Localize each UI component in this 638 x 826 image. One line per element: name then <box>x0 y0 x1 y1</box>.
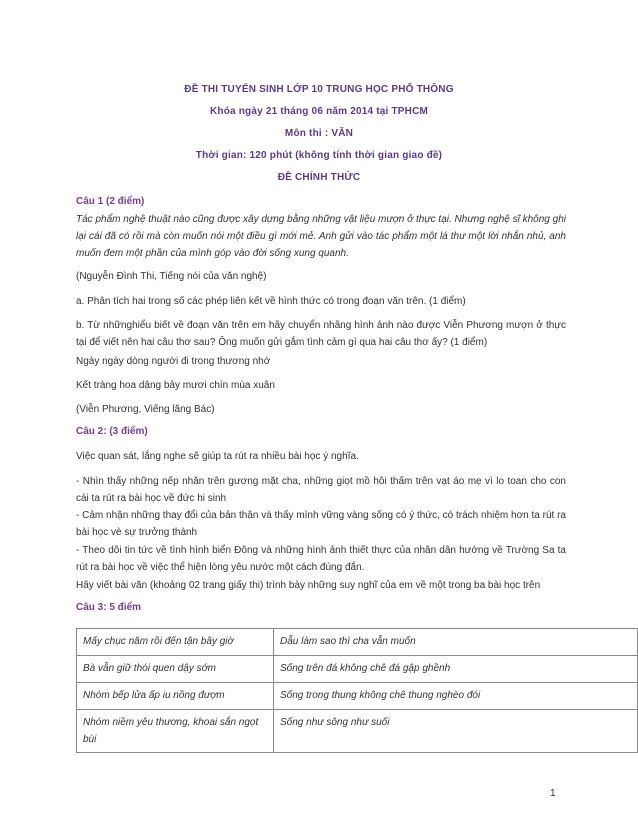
question-1-source: (Nguyễn Đình Thi, Tiếng nói của văn nghệ) <box>76 271 267 282</box>
question-2-task: Hãy viết bài văn (khoảng 02 trang giấy thi) trình bày những suy nghĩ của em về một trong ba bài học trên <box>76 580 541 591</box>
verse-source: (Viễn Phương, Viếng lăng Bác) <box>76 404 215 415</box>
question-2-intro: Việc quan sát, lắng nghe sẽ giúp ta rút ra nhiều bài học ý nghĩa. <box>76 451 359 462</box>
table-row <box>77 656 638 683</box>
question-2-item-2: - Cảm nhận những thay đổi của bản thân và thấy mình vững vàng sống có ý thức, có trách nhiệm hơn ta rút ra bài học vè sự trưởng thành <box>76 510 566 538</box>
exam-duration: Thời gian: 120 phút (không tính thời gian giao đề) <box>195 150 443 161</box>
table-cell: Sống trên đá không chê đá gập ghềnh <box>274 656 638 683</box>
question-2-item-3: - Theo dõi tin tức về tình hình biển Đông và những hình ảnh thiết thực của nhân dân hướng về Trường Sa ta rút ra bài học về việc thể hiện lòng yêu nước một cách đúng đắn. <box>76 545 566 573</box>
table-cell: Dẫu làm sao thì cha vẫn muốn <box>274 629 638 656</box>
table-cell: Nhóm niềm yêu thương, khoai sắn ngọt bùi <box>77 710 274 753</box>
table-cell: Nhóm bếp lửa ấp iu nồng đượm <box>77 683 274 710</box>
question-2-title: Câu 2: (3 điểm) <box>76 426 148 437</box>
question-1-passage: Tác phẩm nghệ thuật nào cũng được xây dựng bằng những vật liệu mượn ở thực tại. Nhưng nghệ sĩ không ghi lại cái đã có rồi mà còn muốn nói một điều gì mới mẻ. Anh gửi vào tác phẩm một lá thư một lời nhắn nhủ, anh muốn đem một phần của mình góp vào đời sống xung quanh. <box>76 214 566 259</box>
table-cell: Mấy chục năm rồi đến tận bây giờ <box>77 629 274 656</box>
table-cell: Sống trong thung không chê thung nghèo đói <box>274 683 638 710</box>
table-cell: Bà vẫn giữ thói quen dậy sớm <box>77 656 274 683</box>
verse-line-2: Kết tràng hoa dâng bảy mươi chín mùa xuân <box>76 380 275 391</box>
official-label: ĐỀ CHÍNH THỨC <box>277 172 361 183</box>
question-1-part-a: a. Phân tích hai trong số các phép liên kết về hình thức có trong đoạn văn trên. (1 điểm) <box>76 296 466 307</box>
verse-line-1: Ngày ngày dòng người đi trong thương nhớ <box>76 356 271 367</box>
exam-subject: Môn thi : VĂN <box>284 128 354 139</box>
table-row <box>77 683 638 710</box>
table-cell: Sống như sông như suối <box>274 710 638 753</box>
question-3-title: Câu 3: 5 điểm <box>76 602 142 613</box>
page-number: 1 <box>550 788 556 799</box>
question-1-part-b: b. Từ nhữnghiểu biết về đoạn văn trên em hãy chuyển nhãng hình ảnh nào được Viễn Phương mượn ở thực tại để viết nên hai câu thơ sau? Ông muốn gửi gắm tình cảm gì qua hai câu thơ ấy? (1 điểm) <box>76 320 566 348</box>
poem-table <box>76 628 638 753</box>
exam-date: Khóa ngày 21 tháng 06 năm 2014 tại TPHCM <box>209 106 429 117</box>
question-2-item-1: - Nhìn thấy những nếp nhăn trên gương mặt cha, những giọt mồ hôi thấm trên vạt áo mẹ vì lo toan cho con cái ta rút ra bài học về đức hi sinh <box>76 476 566 504</box>
table-row <box>77 629 638 656</box>
exam-title: ĐỀ THI TUYỂN SINH LỚP 10 TRUNG HỌC PHỔ THÔNG <box>184 84 454 95</box>
question-1-title: Câu 1 (2 điểm) <box>76 196 145 207</box>
table-row <box>77 710 638 753</box>
